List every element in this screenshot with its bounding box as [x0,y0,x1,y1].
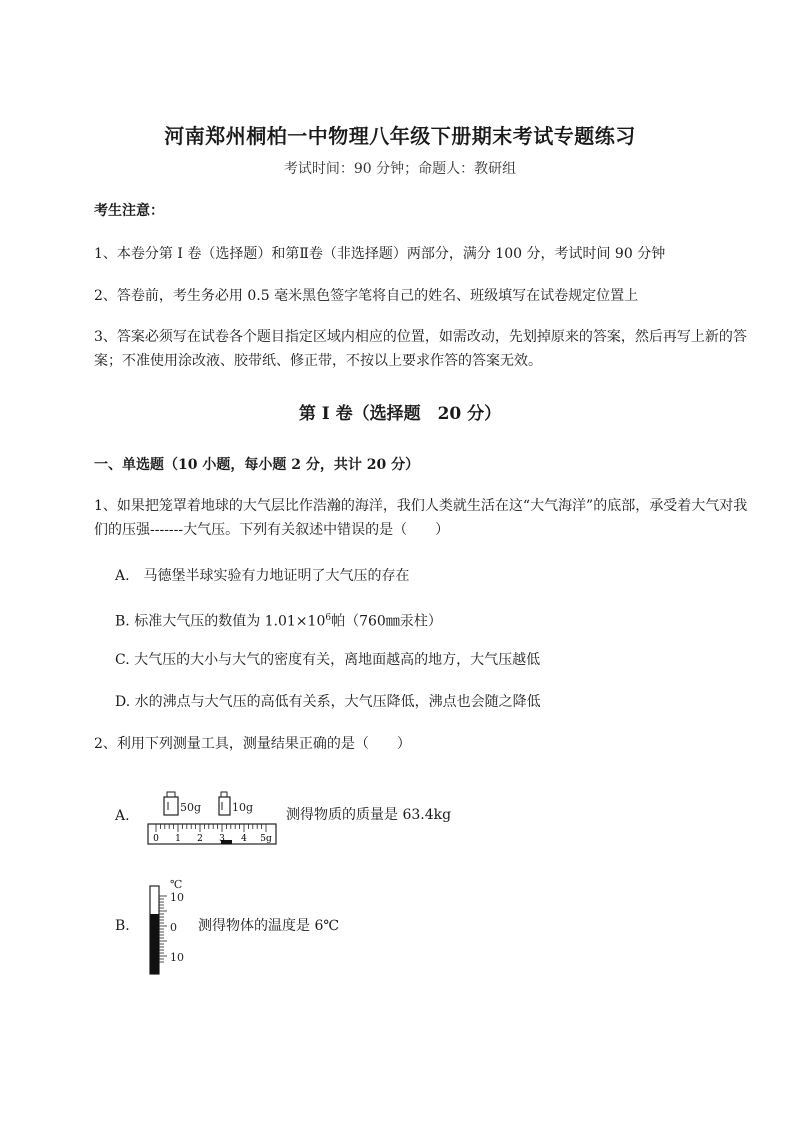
scale-tick-label: 3 [219,834,225,844]
option-b-exponent: 6 [325,613,332,623]
weight-label-10g: 10g [232,801,254,814]
weight-50g-icon [164,792,178,815]
question-2-option-b-text: 测得物体的温度是 6℃ [198,918,340,934]
thermometer-figure [140,876,192,976]
thermometer-tick-label: 10 [170,891,184,904]
scale-tick-label: 0 [153,834,159,844]
thermometer-liquid [150,914,159,974]
question-1-option-d[interactable]: D. 水的沸点与大气压的高低有关系，大气压降低，沸点也会随之降低 [115,694,541,710]
weight-label-50g: 50g [180,801,202,814]
page-subtitle: 考试时间：90 分钟；命题人：教研组 [283,161,517,177]
part-heading: 一、单选题（10 小题，每小题 2 分，共计 20 分） [94,457,420,473]
question-2-stem: 2、利用下列测量工具，测量结果正确的是（ ） [94,736,411,752]
thermometer-ticks [159,896,167,962]
scale-tick-label: 5g [260,834,272,844]
scale-tick-label: 4 [241,834,247,844]
thermometer-unit: ℃ [170,878,183,891]
scale-tick-label: 2 [197,834,203,844]
scale-tick-label: 1 [175,834,181,844]
question-2-option-a-text: 测得物质的质量是 63.4kg [286,807,452,823]
thermometer-tick-label: 10 [170,951,184,964]
notice-item-3: 3、答案必须写在试卷各个题目指定区域内相应的位置，如需改动，先划掉原来的答案，然后再写上新的答案；不准使用涂改液、胶带纸、修正带，不按以上要求作答的答案无效。 [94,329,747,369]
question-1-option-b[interactable] [115,606,442,634]
weight-10g-icon [219,792,230,815]
question-2-option-b-letter[interactable]: B. [115,918,130,934]
beam-scale [148,824,276,844]
balance-scale-figure [146,790,278,846]
question-2-option-a-letter[interactable]: A. [115,808,130,824]
question-1-option-c[interactable]: C. 大气压的大小与大气的密度有关，离地面越高的地方，大气压越低 [115,652,541,668]
notice-heading: 考生注意： [94,203,164,219]
section-title: 第 I 卷（选择题 20 分） [298,404,502,424]
notice-item-1: 1、本卷分第 I 卷（选择题）和第Ⅱ卷（非选择题）两部分，满分 100 分，考试时间 90 分钟 [94,246,666,262]
question-1-option-a[interactable]: A. 马德堡半球实验有力地证明了大气压的存在 [115,568,410,584]
page-title: 河南郑州桐柏一中物理八年级下册期末考试专题练习 [164,124,636,148]
notice-item-2: 2、答卷前，考生务必用 0.5 毫米黑色签字笔将自己的姓名、班级填写在试卷规定位置上 [94,288,639,304]
thermometer-tick-label: 0 [170,921,177,934]
option-b-pre: B. 标准大气压的数值为 1.01×10 [115,613,326,630]
question-1-stem: 1、如果把笼罩着地球的大气层比作浩瀚的海洋，我们人类就生活在这“大气海洋”的底部，承受着大气对我们的压强-------大气压。下列有关叙述中错误的是（ ） [94,498,748,538]
option-b-post: 帕（760㎜汞柱） [331,613,442,630]
